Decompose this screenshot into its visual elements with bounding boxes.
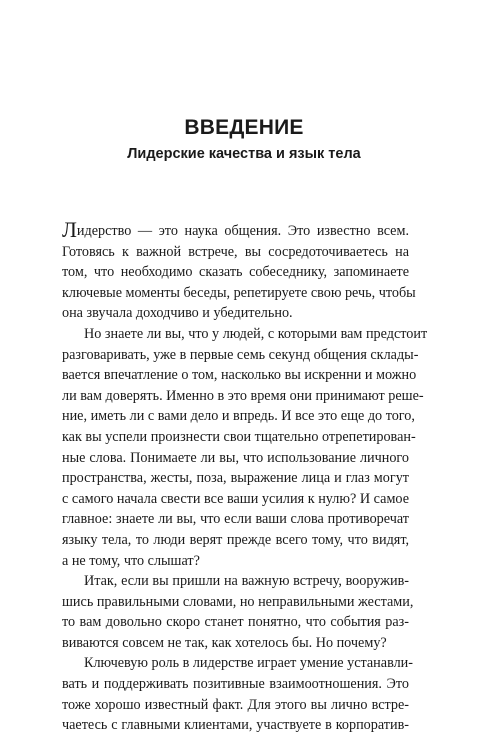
text-line: вается впечатление о том, насколько вы искренни и можно [62,367,417,384]
text-line: чаетесь с главными клиентами, участвуете в корпоратив- [62,717,409,734]
text-line: ные слова. Понимаете ли вы, что использование личного [62,449,409,466]
drop-cap: Л [62,217,77,242]
text-line: языку тела, то люди верят прежде всего тому, что видят, [62,531,409,548]
text-line: ключевые моменты беседы, репетируете свою речь, чтобы [62,284,416,301]
text-line: а не тому, что слышат? [62,552,200,569]
text-line: шись правильными словами, но неправильными жестами, [62,593,414,610]
text-line-content: идерство — это наука общения. Это известно всем. [76,223,409,239]
text-line: том, что необходимо сказать собеседнику, запоминаете [62,264,409,281]
text-line [62,217,409,242]
text-line: разговаривать, уже в первые семь секунд общения склады- [62,346,419,363]
text-line: Готовясь к важной встрече, вы сосредоточиваетесь на [62,243,409,260]
text-line: вать и поддерживать позитивные взаимоотношения. Это [62,676,409,693]
text-line: пространства, жесты, поза, выражение лица и глаз могут [62,470,409,487]
text-line: тоже хорошо известный факт. Для этого вы лично встре- [62,696,409,713]
text-line: Итак, если вы пришли на важную встречу, вооружив- [84,573,409,590]
text-line: виваются совсем не так, как хотелось бы. Но почему? [62,634,387,651]
text-line: с самого начала свести все ваши усилия к нулю? И самое [62,490,409,507]
chapter-title: ВВЕДЕНИЕ [184,116,304,139]
text-line: она звучала доходчиво и убедительно. [62,305,293,322]
text-line: ние, иметь ли с вами дело и впредь. И все это еще до того, [62,408,415,425]
text-line: как вы успели произнести свои тщательно отрепетирован- [62,428,416,445]
chapter-subtitle: Лидерские качества и язык тела [127,146,361,162]
body-text [62,217,428,736]
text-line: главное: знаете ли вы, что если ваши слова противоречат [62,511,409,528]
text-line: то вам довольно скоро станет понятно, что события раз- [62,614,409,631]
text-line: Но знаете ли вы, что у людей, с которыми вам предстоит [84,325,428,342]
text-line: Ключевую роль в лидерстве играет умение устанавли- [84,655,413,672]
text-line: ли вам доверять. Именно в это время они принимают реше- [62,387,424,404]
